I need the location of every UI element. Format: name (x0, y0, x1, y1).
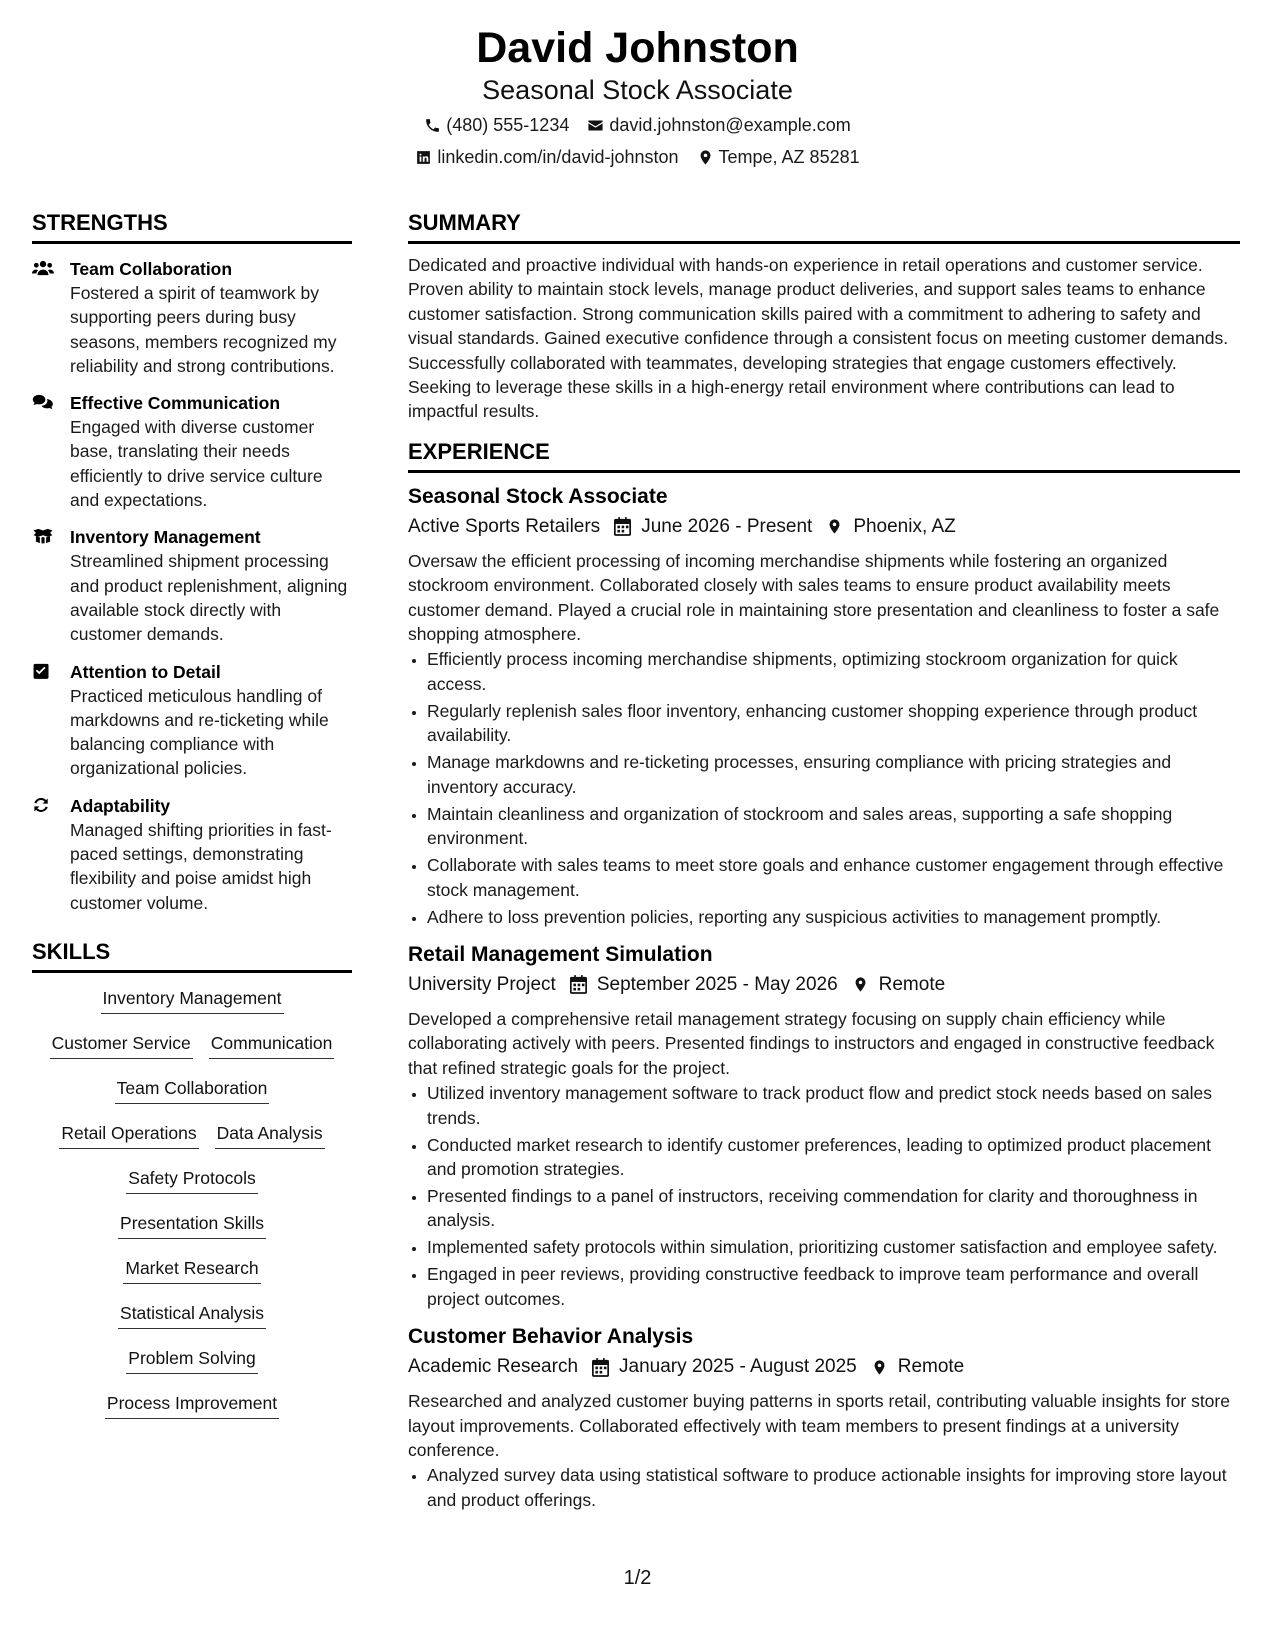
bullet-item: • Manage markdowns and re-ticketing processes, ensuring compliance with pricing strategies and inventory accuracy. (427, 750, 1240, 799)
job-location: Phoenix, AZ (853, 515, 956, 537)
linkedin-contact[interactable] (415, 146, 678, 168)
phone-icon (424, 117, 441, 134)
job-entry (408, 941, 1240, 1311)
job-bullets (408, 1463, 1240, 1512)
map-pin-icon (852, 975, 869, 994)
job-description: Oversaw the efficient processing of incoming merchandise shipments while fostering an organized stockroom environment. Collaborated closely with sales teams to ensure product availability meets customer demand. Played a crucial role in maintaining store presentation and cleanliness to foster a safe shopping atmosphere. (408, 550, 1220, 645)
skill-tag: Safety Protocols (126, 1167, 257, 1194)
strengths-heading: STRENGTHS (32, 210, 352, 244)
job-description: Developed a comprehensive retail management strategy focusing on supply chain efficiency while collaborating actively with peers. Presented findings to instructors and engaged in constructive feedback that refined strategic goals for the project. (408, 1008, 1215, 1078)
job-dates: June 2026 - Present (641, 515, 813, 537)
strength-title: Attention to Detail (70, 661, 221, 682)
bullet-item: • Engaged in peer reviews, providing constructive feedback to improve team performance and overall project outcomes. (427, 1262, 1240, 1311)
location-text: Tempe, AZ 85281 (718, 147, 860, 167)
strength-desc: Engaged with diverse customer base, translating their needs efficiently to drive service culture and expectations. (70, 417, 323, 511)
email-text: david.johnston@example.com (609, 115, 851, 135)
skill-tag: Market Research (123, 1257, 260, 1284)
strength-title: Team Collaboration (70, 259, 233, 279)
boxes-icon (32, 527, 54, 545)
job-bullets (408, 1081, 1240, 1311)
comments-icon (32, 393, 54, 411)
job-location: Remote (897, 1356, 965, 1378)
bullet-item: • Adhere to loss prevention policies, reporting any suspicious activities to management promptly. (427, 905, 1240, 929)
contact-row-2 (0, 146, 1275, 168)
skill-tag: Process Improvement (105, 1392, 279, 1419)
skill-tag: Team Collaboration (115, 1077, 270, 1104)
skill-tag: Presentation Skills (118, 1212, 266, 1239)
left-column (32, 210, 352, 1437)
company-name: University Project (408, 973, 556, 995)
phone-contact[interactable] (424, 114, 569, 136)
skill-tag: Communication (209, 1032, 335, 1059)
strength-desc: Practiced meticulous handling of markdowns and re-ticketing while balancing compliance with organizational policies. (70, 685, 329, 779)
bullet-item: • Collaborate with sales teams to meet store goals and enhance customer engagement through effective stock management. (427, 853, 1240, 902)
experience-heading: EXPERIENCE (408, 439, 1240, 473)
skill-tag: Problem Solving (126, 1347, 257, 1374)
bullet-item: • Maintain cleanliness and organization of stockroom and sales areas, supporting a safe shopping environment. (427, 802, 1240, 851)
bullet-item: • Implemented safety protocols within simulation, prioritizing customer satisfaction and employee safety. (427, 1235, 1240, 1259)
contact-row-1 (0, 114, 1275, 136)
job-entry (408, 1323, 1240, 1512)
job-title: Retail Management Simulation (408, 942, 713, 966)
skills-heading: SKILLS (32, 939, 352, 973)
bullet-item: • Analyzed survey data using statistical software to produce actionable insights for improving store layout and product offerings. (427, 1463, 1240, 1512)
users-icon (32, 259, 54, 277)
skill-tag: Customer Service (50, 1032, 193, 1059)
skill-tag: Data Analysis (215, 1122, 325, 1149)
page-number: 1/2 (623, 1567, 652, 1589)
linkedin-icon (415, 149, 432, 166)
strength-item (32, 391, 352, 512)
job-bullets (408, 647, 1240, 928)
job-meta (408, 1354, 1240, 1380)
strength-title: Inventory Management (70, 527, 261, 548)
phone-text: (480) 555-1234 (446, 115, 570, 135)
skills-list (32, 987, 352, 1437)
strength-title: Effective Communication (70, 393, 281, 414)
company-name: Academic Research (408, 1356, 579, 1378)
job-title: Seasonal Stock Associate (408, 484, 668, 508)
bullet-item: • Conducted market research to identify customer preferences, leading to optimized product placement and promotion strategies. (427, 1133, 1240, 1182)
strength-desc: Fostered a spirit of teamwork by supporting peers during busy seasons, members recognized my reliability and strong contributions. (70, 283, 337, 376)
email-contact[interactable] (587, 114, 850, 136)
bullet-item: • Regularly replenish sales floor inventory, enhancing customer shopping experience through product availability. (427, 699, 1240, 748)
sync-icon (32, 796, 54, 814)
strength-item (32, 257, 352, 378)
location-contact (697, 146, 860, 168)
job-meta (408, 972, 1240, 998)
strength-item (32, 794, 352, 915)
bullet-item: • Efficiently process incoming merchandise shipments, optimizing stockroom organization for quick access. (427, 647, 1240, 696)
strength-item (32, 525, 352, 646)
summary-text: Dedicated and proactive individual with hands-on experience in retail operations and customer service. Proven ability to maintain stock levels, manage product deliveries, and support sales teams to enhance customer satisfaction. Strong communication skills paired with a commitment to adhering to safety and visual standards. Gained executive confidence through a consistent focus on meeting customer demands. Successfully collaborated with teammates, developing strategies that engage customers effectively. Seeking to leverage these skills in a high-energy retail environment where contributions can lead to impactful results. (408, 255, 1229, 422)
skill-tag: Statistical Analysis (118, 1302, 266, 1329)
envelope-icon (587, 117, 604, 134)
candidate-name: David Johnston (476, 24, 799, 72)
map-pin-icon (826, 517, 843, 536)
bullet-item: • Presented findings to a panel of instructors, receiving commendation for clarity and thoroughness in analysis. (427, 1184, 1240, 1233)
strength-desc: Streamlined shipment processing and product replenishment, aligning available stock directly with customer demands. (70, 551, 348, 645)
job-location: Remote (878, 973, 946, 995)
job-meta (408, 514, 1240, 540)
summary-heading: SUMMARY (408, 210, 1240, 244)
job-dates: September 2025 - May 2026 (596, 973, 838, 995)
skill-tag: Inventory Management (101, 987, 284, 1014)
map-pin-icon (697, 149, 714, 166)
map-pin-icon (871, 1358, 888, 1377)
company-name: Active Sports Retailers (408, 515, 601, 537)
calendar-icon (614, 517, 631, 536)
calendar-icon (592, 1358, 609, 1377)
right-column (408, 210, 1240, 1515)
resume-header (0, 22, 1275, 168)
strength-title: Adaptability (70, 795, 171, 816)
candidate-title: Seasonal Stock Associate (482, 75, 793, 105)
linkedin-text: linkedin.com/in/david-johnston (437, 147, 679, 167)
strength-desc: Managed shifting priorities in fast-paced settings, demonstrating flexibility and poise amidst high customer volume. (70, 819, 332, 913)
checkbox-icon (32, 662, 54, 680)
strength-item (32, 660, 352, 781)
skill-tag: Retail Operations (59, 1122, 198, 1149)
job-description: Researched and analyzed customer buying patterns in sports retail, contributing valuable insights for store layout improvements. Collaborated effectively with team members to present findings at a university conference. (408, 1391, 1230, 1460)
bullet-item: • Utilized inventory management software to track product flow and predict stock needs based on sales trends. (427, 1081, 1240, 1130)
calendar-icon (570, 975, 587, 994)
job-title: Customer Behavior Analysis (408, 1325, 694, 1349)
job-entry (408, 483, 1240, 929)
job-dates: January 2025 - August 2025 (619, 1356, 857, 1378)
